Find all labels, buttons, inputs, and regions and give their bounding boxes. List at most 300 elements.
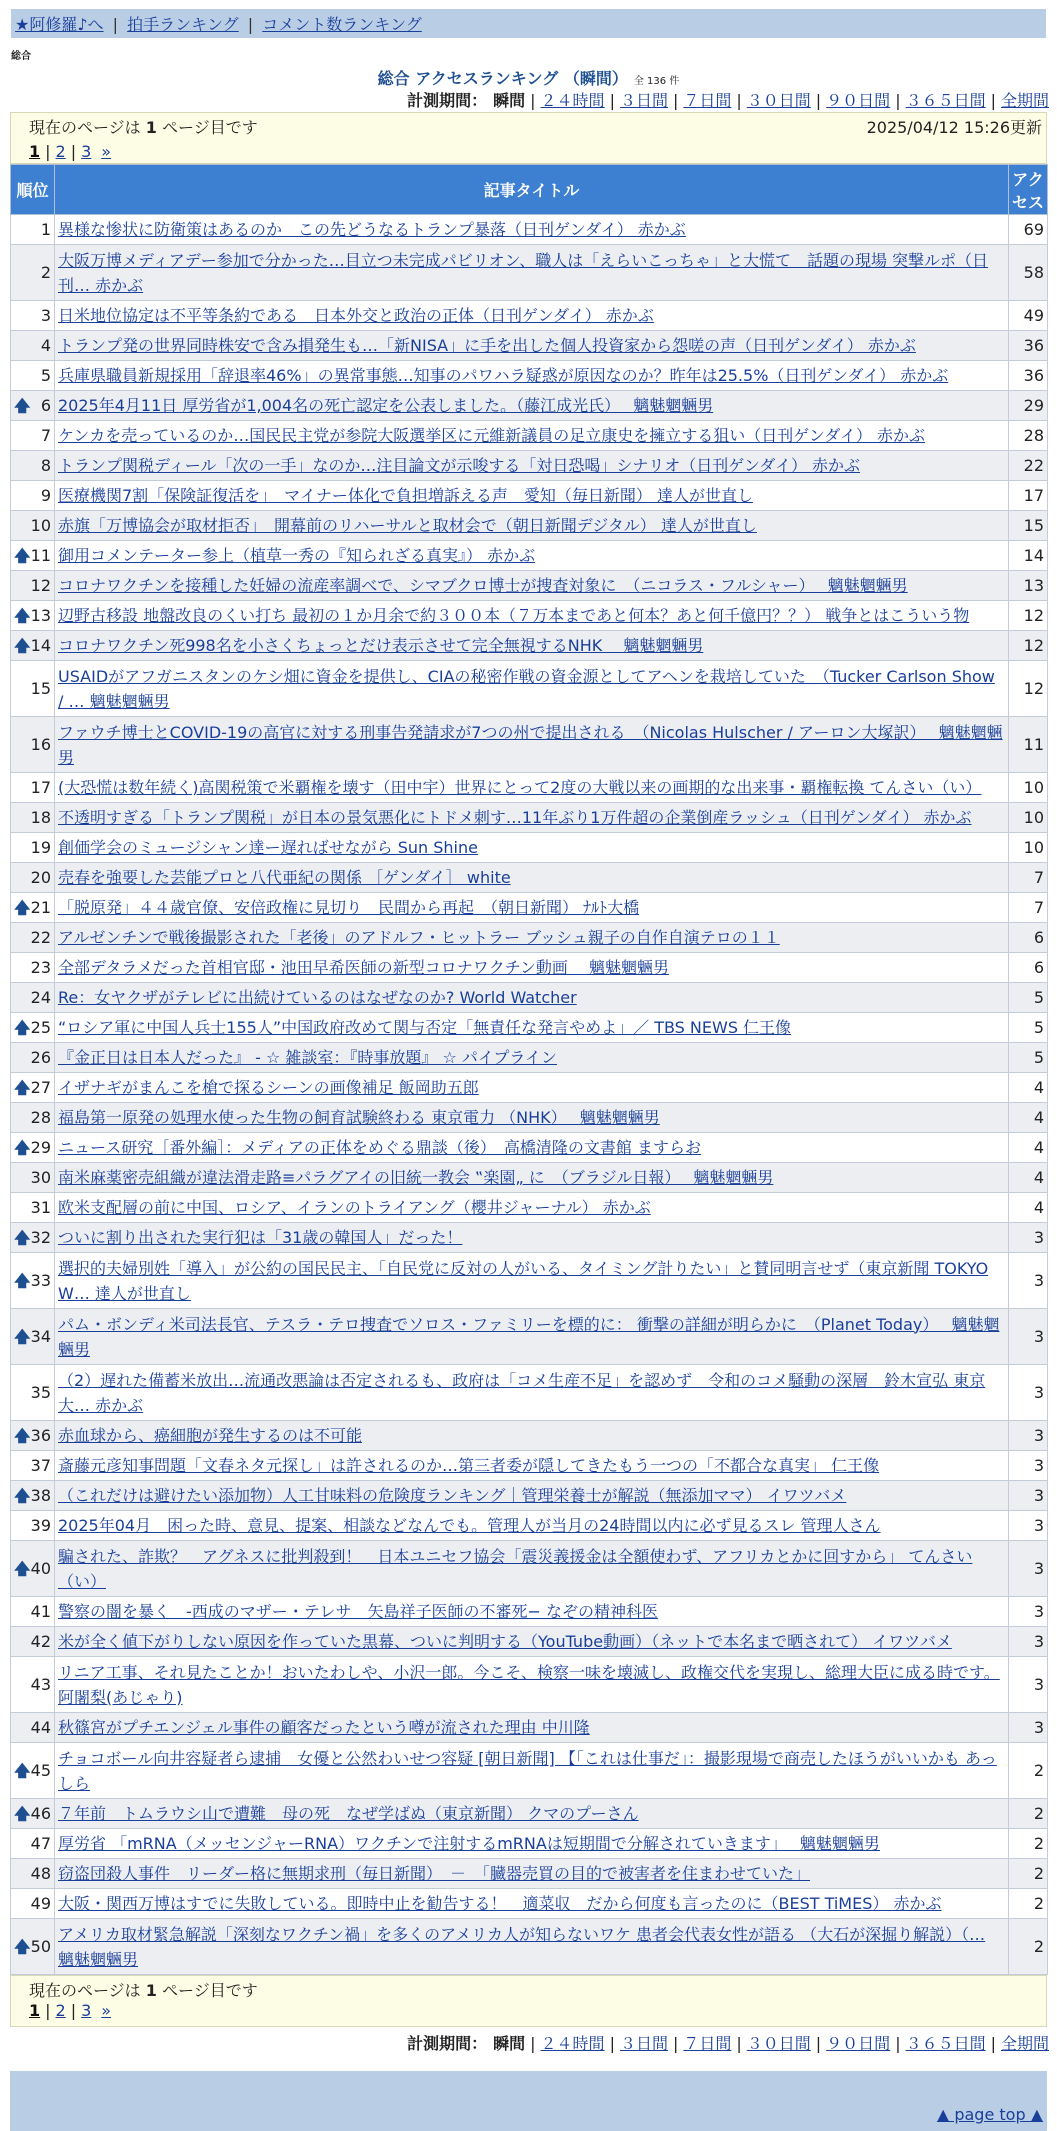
table-row [11,1163,1048,1193]
rank-number: 38 [30,1486,51,1505]
rank-up-arrow-icon: 🡅 [14,1271,31,1290]
article-title-link[interactable]: 大阪・関西万博はすでに失敗している。即時中止を勧告する！ 適菜収 だから何度も言ったのに（BEST TiMES） 赤かぶ [58,1894,942,1913]
rank-number: 19 [30,838,51,857]
access-count: 12 [1009,601,1048,631]
access-count: 15 [1009,511,1048,541]
table-row [11,1657,1048,1713]
pager-next-link[interactable]: » [101,2001,112,2020]
access-count: 4 [1009,1133,1048,1163]
access-count: 3 [1009,1713,1048,1743]
col-access-header: アクセス [1009,165,1048,215]
article-title-link[interactable]: 欧米支配層の前に中国、ロシア、イランのトライアング（櫻井ジャーナル） 赤かぶ [58,1198,651,1217]
col-title-header: 記事タイトル [55,165,1009,215]
rank-number: 10 [30,516,51,535]
rank-cell [11,1309,55,1365]
title-cell [55,245,1009,301]
table-row [11,1309,1048,1365]
rank-number: 23 [30,958,51,977]
access-count: 2 [1009,1799,1048,1829]
applause-ranking-link[interactable]: 拍手ランキング [127,15,239,34]
article-title-link[interactable]: 売春を強要した芸能プロと八代亜紀の関係 ［ゲンダイ］ white [58,868,511,887]
pager-current: 1 [29,142,41,161]
title-cell [55,1133,1009,1163]
article-title-link[interactable]: 異様な惨状に防衛策はあるのか この先どうなるトランプ暴落（日刊ゲンダイ） 赤かぶ [58,220,686,239]
article-title-link[interactable]: （2）遅れた備蓄米放出…流通改悪論は否定されるも、政府は「コメ生産不足」を認めず 令和のコメ騒動の深層 鈴木宣弘 東京大… 赤かぶ [58,1370,986,1415]
rank-cell [11,1627,55,1657]
rank-cell [11,717,55,773]
access-count: 58 [1009,245,1048,301]
item-count: 全 136 件 [633,76,680,87]
rank-number: 40 [30,1559,51,1578]
rank-cell [11,1253,55,1309]
article-title-link[interactable]: 医療機関7割「保険証復活を」 マイナー体化で負担増訴える声 愛知（毎日新聞） 達人が世直し [58,486,753,505]
access-count: 7 [1009,863,1048,893]
access-count: 4 [1009,1103,1048,1133]
access-count: 2 [1009,1859,1048,1889]
rank-number: 8 [40,456,51,475]
rank-cell [11,1365,55,1421]
rank-number: 24 [30,988,51,1007]
period-link-6[interactable]: ３６５日間 [905,2034,986,2053]
article-title-link[interactable]: 赤旗「万博協会が取材拒否」 開幕前のリハーサルと取材会で（朝日新聞デジタル） 達人が世直し [58,516,757,535]
page-info-prefix: 現在のページは [29,1981,141,2000]
title-cell [55,661,1009,717]
rank-number: 12 [30,576,51,595]
period-separator: | [530,91,536,110]
table-row [11,1713,1048,1743]
access-count: 22 [1009,451,1048,481]
table-row [11,803,1048,833]
access-count: 3 [1009,1253,1048,1309]
rank-number: 2 [40,263,51,282]
period-separator: | [815,91,822,110]
period-label: 計測期間： [407,91,488,110]
rank-number: 31 [30,1198,51,1217]
rank-up-arrow-icon: 🡅 [14,1426,31,1445]
period-selector-bottom [0,2027,1049,2053]
access-count: 3 [1009,1421,1048,1451]
rank-cell [11,1713,55,1743]
page-info-bar-bottom [10,1975,1047,2027]
table-row [11,1253,1048,1309]
article-title-link[interactable]: 斎藤元彦知事問題「文春ネタ元探し」は許されるのか…第三者委が隠してきたもう一つの「不都合な真実」 仁王像 [58,1456,880,1475]
period-link-3[interactable]: ７日間 [683,2034,732,2053]
title-cell [55,1451,1009,1481]
period-separator: | [609,91,615,110]
table-row [11,601,1048,631]
article-title-link[interactable]: ケンカを売っているのか…国民民主党が参院大阪選挙区に元維新議員の足立康史を擁立する狙い（日刊ゲンダイ） 赤かぶ [58,426,926,445]
access-count: 2 [1009,1889,1048,1919]
access-count: 7 [1009,893,1048,923]
category-label: 総合 [11,51,31,62]
article-title-link[interactable]: USAIDがアフガニスタンのケシ畑に資金を提供し、CIAの秘密作戦の資金源としてアヘンを栽培していた （Tucker Carlson Show / … 魑魅魍魎男 [58,666,995,711]
article-title-link[interactable]: 窃盗団殺人事件 リーダー格に無期求刑（毎日新聞） － 「臓器売買の目的で被害者を住まわせていた」 [58,1864,811,1883]
rank-cell [11,1889,55,1919]
title-cell [55,1103,1009,1133]
period-separator: | [609,2034,615,2053]
page-info-prefix: 現在のページは [29,118,141,137]
article-title-link[interactable]: 辺野古移設 地盤改良のくい打ち 最初の１か月余で約３００本（７万本まであと何本？あと何千億円？？） 戦争とはこういう物 [58,606,970,625]
period-selector [0,88,1049,110]
rank-up-arrow-icon: 🡅 [14,396,31,415]
title-cell [55,1043,1009,1073]
rank-up-arrow-icon: 🡅 [14,1937,31,1956]
article-title-link[interactable]: 米が全く値下がりしない原因を作っていた黒幕、ついに判明する（YouTube動画）（ネットで本名まで晒されて） イワツバメ [58,1632,952,1651]
table-row [11,1013,1048,1043]
access-count: 3 [1009,1481,1048,1511]
rank-cell [11,301,55,331]
title-cell [55,1253,1009,1309]
rank-up-arrow-icon: 🡅 [14,1327,31,1346]
table-row [11,1223,1048,1253]
rank-number: 15 [30,679,51,698]
access-count: 5 [1009,1013,1048,1043]
article-title-link[interactable]: トランプ発の世界同時株安で含み損発生も…「新NISA」に手を出した個人投資家から怨嗟の声（日刊ゲンダイ） 赤かぶ [58,336,916,355]
access-count: 36 [1009,361,1048,391]
rank-cell [11,1511,55,1541]
rank-number: 45 [30,1761,51,1780]
access-count: 5 [1009,983,1048,1013]
title-cell [55,1627,1009,1657]
table-row [11,661,1048,717]
rank-cell [11,863,55,893]
pager-link-2[interactable]: 2 [55,2001,66,2020]
access-count: 6 [1009,923,1048,953]
access-count: 4 [1009,1073,1048,1103]
rank-cell [11,1743,55,1799]
title-cell [55,1541,1009,1597]
access-count: 4 [1009,1193,1048,1223]
rank-cell [11,631,55,661]
access-count: 6 [1009,953,1048,983]
article-title-link[interactable]: （これだけは避けたい添加物）人工甘味料の危険度ランキング｜管理栄養士が解説（無添加ママ） イワツバメ [58,1486,847,1505]
access-count: 13 [1009,571,1048,601]
period-current: 瞬間 [493,91,526,110]
article-title-link[interactable]: チョコボール向井容疑者ら逮捕 女優と公然わいせつ容疑 [朝日新聞] 【「これは仕事だ」：撮影現場で商売したほうがいいかも あっしら [58,1748,997,1793]
article-title-link[interactable]: 警察の闇を暴く -西成のマザー・テレサ 矢島祥子医師の不審死− なぞの精神科医 [58,1602,658,1621]
rank-number: 34 [30,1327,51,1346]
comment-ranking-link[interactable]: コメント数ランキング [262,15,422,34]
title-cell [55,1713,1009,1743]
table-row [11,1451,1048,1481]
updated-timestamp: 2025/04/12 15:26更新 [866,118,1042,137]
rank-cell [11,1597,55,1627]
article-title-link[interactable]: 大阪万博メディアデー参加で分かった…目立つ未完成パビリオン、職人は「えらいこっちゃ」と大慌て 話題の現場 突撃ルポ（日刊… 赤かぶ [58,250,989,295]
period-link-4[interactable]: ３０日間 [746,2034,811,2053]
table-row [11,481,1048,511]
title-cell [55,451,1009,481]
article-title-link[interactable]: リニア工事、それ見たことか！おいたわしや、小沢一郎。今こそ、検察一味を壊滅し、政権交代を実現し、総理大臣に成る時です。 阿闍梨(あじゃり) [58,1662,1000,1707]
rank-number: 21 [30,898,51,917]
article-title-link[interactable]: 「脱原発」４４歳官僚、安倍政権に見切り 民間から再起 （朝日新聞） ﾅﾙﾄ大橋 [58,898,640,917]
article-title-link[interactable]: 福島第一原発の処理水使った生物の飼育試験終わる 東京電力 （NHK） 魑魅魍魎男 [58,1108,660,1127]
rank-cell [11,833,55,863]
rank-number: 36 [30,1426,51,1445]
title-cell [55,391,1009,421]
rank-cell [11,983,55,1013]
table-row [11,893,1048,923]
period-link-5[interactable]: ９０日間 [826,2034,891,2053]
access-count: 17 [1009,481,1048,511]
table-row [11,1073,1048,1103]
rank-number: 9 [40,486,51,505]
rank-up-arrow-icon: 🡅 [14,1138,31,1157]
period-separator: | [736,91,742,110]
title-cell [55,1163,1009,1193]
pager-separator: | [45,2001,51,2020]
title-cell [55,803,1009,833]
rank-cell [11,1799,55,1829]
period-separator: | [895,2034,901,2053]
rank-up-arrow-icon: 🡅 [14,546,31,565]
table-row [11,773,1048,803]
access-count: 2 [1009,1829,1048,1859]
title-cell [55,481,1009,511]
page-info-suffix: ページ目です [162,1981,258,2000]
rank-number: 30 [30,1168,51,1187]
title-cell [55,953,1009,983]
bottom-bar [10,2071,1047,2101]
rank-cell [11,571,55,601]
table-row [11,1043,1048,1073]
title-cell [55,1309,1009,1365]
rank-number: 37 [30,1456,51,1475]
page-top-link[interactable]: ▲ page top ▲ [936,2105,1043,2124]
access-count: 49 [1009,301,1048,331]
article-title-link[interactable]: 2025年4月11日 厚労省が1,004名の死亡認定を公表しました。（藤江成光氏） 魑魅魍魎男 [58,396,714,415]
rank-cell [11,1163,55,1193]
access-count: 12 [1009,661,1048,717]
period-link-2[interactable]: ３日間 [619,2034,668,2053]
table-row [11,983,1048,1013]
rank-cell [11,773,55,803]
table-row [11,923,1048,953]
title-cell [55,1743,1009,1799]
rank-cell [11,953,55,983]
article-title-link[interactable]: 騙された、詐欺？ アグネスに批判殺到！ 日本ユニセフ協会「震災義援金は全額使わず、アフリカとかに回すから」 てんさい（い） [58,1546,973,1591]
article-title-link[interactable]: 『金正日は日本人だった』 - ☆ 雑談室：『時事放題』 ☆ パイプライン [58,1048,557,1067]
pager-link-3[interactable]: 3 [81,142,92,161]
table-row [11,631,1048,661]
rank-cell [11,511,55,541]
title-cell [55,301,1009,331]
period-link-4[interactable]: ３０日間 [746,91,811,110]
title-cell [55,1657,1009,1713]
col-rank-header: 順位 [11,165,55,215]
period-link-7[interactable]: 全期間 [1000,91,1049,110]
rank-number: 11 [30,546,51,565]
pager-current: 1 [29,2001,41,2020]
article-title-link[interactable]: 厚労省 「mRNA（メッセンジャーRNA）ワクチンで注射するmRNAは短期間で分解されていきます」 魑魅魍魎男 [58,1834,880,1853]
article-title-link[interactable]: ニュース研究［番外編］：メディアの正体をめぐる鼎談（後） 高橋清隆の文書館 ますらお [58,1138,702,1157]
rank-number: 5 [40,366,51,385]
title-cell [55,361,1009,391]
pager-separator: | [45,142,51,161]
table-row [11,1511,1048,1541]
table-row [11,1421,1048,1451]
article-title-link[interactable]: アルゼンチンで戦後撮影された「老後」のアドルフ・ヒットラー ブッシュ親子の自作自演テロの１１ [58,928,780,947]
page-info-suffix: ページ目です [162,118,258,137]
article-title-link[interactable]: イザナギがまんこを槍で探るシーンの画像補足 飯岡助五郎 [58,1078,479,1097]
access-count: 14 [1009,541,1048,571]
title-cell [55,1481,1009,1511]
table-row [11,511,1048,541]
rank-number: 41 [30,1602,51,1621]
table-row [11,1193,1048,1223]
rank-number: 43 [30,1675,51,1694]
access-count: 69 [1009,215,1048,245]
table-row [11,833,1048,863]
period-link-1[interactable]: ２４時間 [540,2034,605,2053]
article-title-link[interactable]: ファウチ博士とCOVID-19の高官に対する刑事告発請求が7つの州で提出される （Nicolas Hulscher / アーロン大塚訳） 魑魅魍魎男 [58,722,1003,767]
rank-cell [11,601,55,631]
access-count: 3 [1009,1627,1048,1657]
rank-cell [11,541,55,571]
article-title-link[interactable]: 秋篠宮がプチエンジェル事件の顧客だったという噂が流された理由 中川隆 [58,1718,590,1737]
title-cell [55,571,1009,601]
rank-cell [11,361,55,391]
title-cell [55,983,1009,1013]
access-count: 3 [1009,1365,1048,1421]
title-cell [55,631,1009,661]
rank-number: 18 [30,808,51,827]
access-count: 3 [1009,1657,1048,1713]
article-title-link[interactable]: パム・ボンディ米司法長官、テスラ・テロ捜査でソロス・ファミリーを標的に： 衝撃の詳細が明らかに （Planet Today） 魑魅魍魎男 [58,1314,1000,1359]
rank-cell [11,1451,55,1481]
rank-cell [11,215,55,245]
title-cell [55,1013,1009,1043]
article-title-link[interactable]: 兵庫県職員新規採用「辞退率46%」の異常事態…知事のパワハラ疑惑が原因なのか？昨年は25.5%（日刊ゲンダイ） 赤かぶ [58,366,949,385]
rank-cell [11,421,55,451]
rank-cell [11,803,55,833]
table-row [11,1859,1048,1889]
table-row [11,1627,1048,1657]
article-title-link[interactable]: 南米麻薬密売組織が違法滑走路≡パラグアイの旧統一教会 ‟楽園„ に （ブラジル日報） 魑魅魍魎男 [58,1168,774,1187]
article-title-link[interactable]: トランプ関税ディール「次の一手」なのか…注目論文が示唆する「対日恐喝」シナリオ（日刊ゲンダイ） 赤かぶ [58,456,861,475]
rank-number: 39 [30,1516,51,1535]
access-count: 10 [1009,773,1048,803]
article-title-link[interactable]: Re：女ヤクザがテレビに出続けているのはなぜなのか? World Watcher [58,988,577,1007]
rank-cell [11,1859,55,1889]
rank-cell [11,923,55,953]
article-title-link[interactable]: 赤血球から、癌細胞が発生するのは不可能 [58,1426,363,1445]
rank-cell [11,1919,55,1975]
article-title-link[interactable]: 御用コメンテーター参上（植草一秀の『知られざる真実』） 赤かぶ [58,546,536,565]
period-link-6[interactable]: ３６５日間 [905,91,986,110]
page-info-number: 1 [145,1981,157,2000]
access-count: 2 [1009,1919,1048,1975]
article-title-link[interactable]: 創価学会のミュージシャン達ー遅ればせながら Sun Shine [58,838,478,857]
rank-cell [11,1541,55,1597]
article-title-link[interactable]: (大恐慌は数年続く)高関税策で米覇権を壊す（田中宇）世界にとって2度の大戦以来の画期的な出来事・覇権転換 てんさい（い） [58,778,982,797]
pager-link-2[interactable]: 2 [55,142,66,161]
access-count: 3 [1009,1451,1048,1481]
period-link-1[interactable]: ２４時間 [540,91,605,110]
article-title-link[interactable]: アメリカ取材緊急解説「深刻なワクチン禍」を多くのアメリカ人が知らないワケ 患者会代表女性が語る （大石が深掘り解説）（… 魑魅魍魎男 [58,1924,986,1969]
table-row [11,391,1048,421]
period-link-5[interactable]: ９０日間 [826,91,891,110]
access-count: 3 [1009,1309,1048,1365]
rank-number: 16 [30,735,51,754]
access-count: 5 [1009,1043,1048,1073]
title-cell [55,717,1009,773]
article-title-link[interactable]: コロナワクチン死998名を小さくちょっとだけ表示させて完全無視するNHK 魑魅魍魎男 [58,636,704,655]
home-link[interactable]: ★阿修羅♪へ [15,15,104,34]
article-title-link[interactable]: 全部デタラメだった首相官邸・池田早希医師の新型コロナワクチン動画 魑魅魍魎男 [58,958,670,977]
rank-up-arrow-icon: 🡅 [14,1559,31,1578]
table-row [11,1889,1048,1919]
rank-number: 14 [30,636,51,655]
pager-next-link[interactable]: » [101,142,112,161]
pagination [29,142,1036,161]
article-title-link[interactable]: 不透明すぎる「トランプ関税」が日本の景気悪化にトドメ刺す…11年ぶり1万件超の企業倒産ラッシュ（日刊ゲンダイ） 赤かぶ [58,808,972,827]
title-cell [55,541,1009,571]
rank-number: 46 [30,1804,51,1823]
current-page-info-bottom [29,1978,1036,2001]
access-count: 3 [1009,1511,1048,1541]
article-title-link[interactable]: 選択的夫婦別姓「導入」が公約の国民民主、「自民党に反対の人がいる、タイミング計りたい」と賛同明言せず（東京新聞 TOKYO W… 達人が世直し [58,1258,989,1303]
title-cell [55,1421,1009,1451]
article-title-link[interactable]: “ロシア軍に中国人兵士155人”中国政府改めて関与否定「無責任な発言やめよ」／ TBS NEWS 仁王像 [58,1018,792,1037]
period-link-2[interactable]: ３日間 [619,91,668,110]
rank-number: 29 [30,1138,51,1157]
title-cell [55,511,1009,541]
period-separator: | [530,2034,536,2053]
rank-number: 25 [30,1018,51,1037]
access-count: 36 [1009,331,1048,361]
period-separator: | [672,91,679,110]
pager-separator: | [70,142,77,161]
table-row [11,421,1048,451]
rank-cell [11,451,55,481]
nav-separator: | [112,15,119,34]
article-title-link[interactable]: 2025年04月 困った時、意見、提案、相談などなんでも。管理人が当月の24時間以内に必ず見るスレ 管理人さん [58,1516,881,1535]
article-title-link[interactable]: コロナワクチンを接種した妊婦の流産率調べで、シマブクロ博士が捜査対象に （ニコラス・フルシャー） 魑魅魍魎男 [58,576,908,595]
rank-up-arrow-icon: 🡅 [14,1018,31,1037]
table-row [11,863,1048,893]
rank-cell [11,1193,55,1223]
rank-cell [11,481,55,511]
title-cell [55,601,1009,631]
rank-number: 7 [40,426,51,445]
table-row [11,215,1048,245]
rank-number: 48 [30,1864,51,1883]
table-row [11,1541,1048,1597]
rank-number: 3 [40,306,51,325]
table-row [11,245,1048,301]
period-link-3[interactable]: ７日間 [683,91,732,110]
table-row [11,331,1048,361]
title-cell [55,1193,1009,1223]
table-row [11,571,1048,601]
nav-separator: | [247,15,254,34]
rank-cell [11,1421,55,1451]
title-cell [55,893,1009,923]
period-link-7[interactable]: 全期間 [1000,2034,1049,2053]
page-top-bar [10,2101,1047,2131]
access-count: 3 [1009,1541,1048,1597]
table-row [11,1133,1048,1163]
article-title-link[interactable]: 日米地位協定は不平等条約である 日本外交と政治の正体（日刊ゲンダイ） 赤かぶ [58,306,654,325]
rank-up-arrow-icon: 🡅 [14,1761,31,1780]
access-count: 3 [1009,1597,1048,1627]
article-title-link[interactable]: ついに割り出された実行犯は「31歳の韓国人」だった！ [58,1228,463,1247]
article-title-link[interactable]: ７年前 トムラウシ山で遭難 母の死 なぜ学ばぬ（東京新聞） クマのプーさん [58,1804,639,1823]
title-cell [55,215,1009,245]
rank-cell [11,1223,55,1253]
rank-number: 42 [30,1632,51,1651]
pager-link-3[interactable]: 3 [81,2001,92,2020]
